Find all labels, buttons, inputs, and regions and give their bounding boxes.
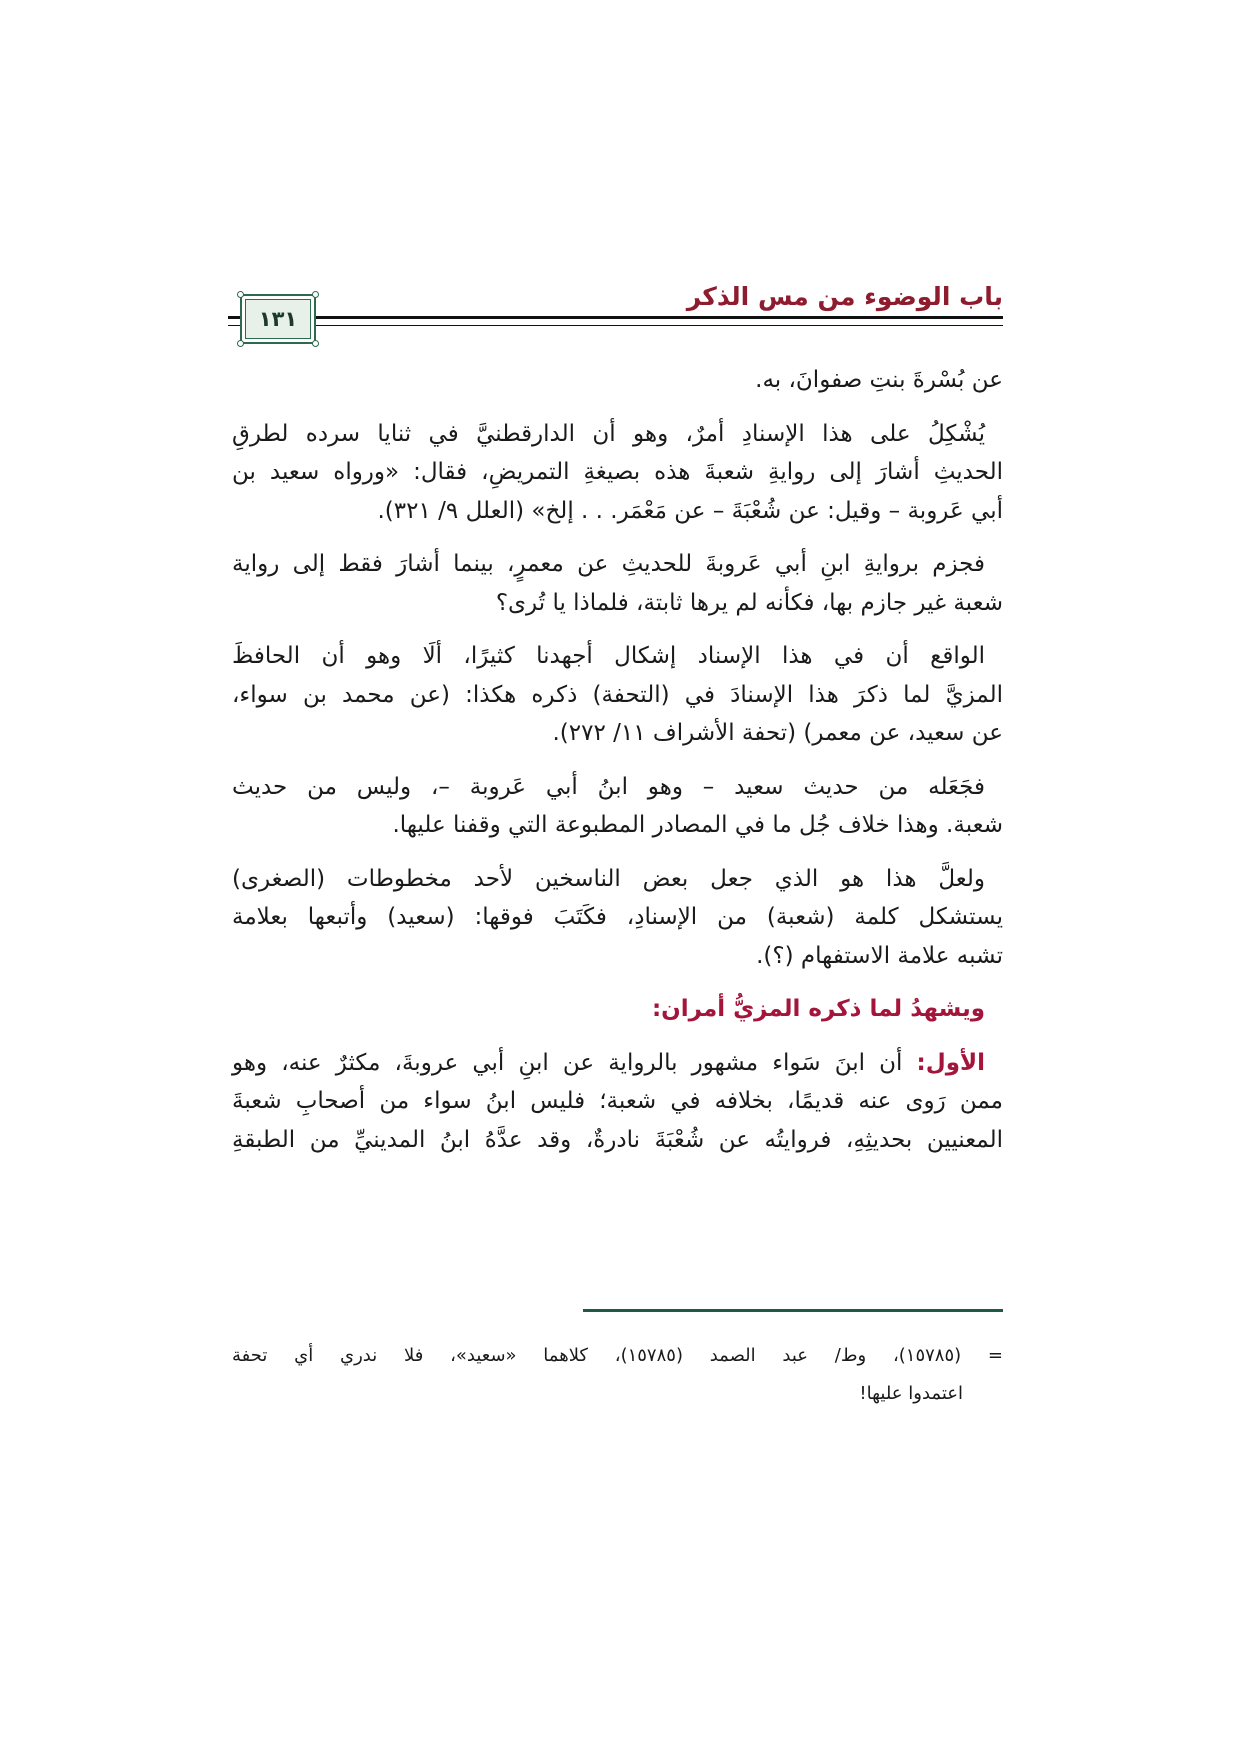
opening-line: عن بُسْرةَ بنتِ صفوانَ، به. xyxy=(755,367,1003,393)
text-line: أبي عَروبة – وقيل: عن شُعْبَةَ – عن مَعْمَر. . . إلخ» (العلل ٩/ ٣٢١). xyxy=(377,497,1003,524)
text-line: يُشْكِلُ على هذا الإسنادِ أمرٌ، وهو أن الدارقطنيَّ في ثنايا سرده لطرقِ xyxy=(232,420,985,447)
text-line: شعبة. وهذا خلاف جُل ما في المصادر المطبوعة التي وقفنا عليها. xyxy=(392,812,1003,838)
paragraph xyxy=(232,545,1003,622)
text-line: فجزم بروايةِ ابنِ أبي عَروبةَ للحديثِ عن معمرٍ، بينما أشارَ فقط إلى رواية xyxy=(232,551,985,577)
ornament-corner-icon xyxy=(237,291,244,298)
text-line: تشبه علامة الاستفهام (؟). xyxy=(756,942,1003,969)
text-line: يستشكل كلمة (شعبة) من الإسنادِ، فكَتَبَ فوقها: (سعيد) وأتبعها بعلامة xyxy=(232,904,1003,930)
paragraph xyxy=(232,415,1003,531)
ornament-corner-icon xyxy=(237,340,244,347)
text-line-content: أن ابنَ سَواء مشهور بالرواية عن ابنِ أبي عروبةَ، مكثرٌ عنه، وهو xyxy=(232,1049,903,1076)
header-double-rule xyxy=(228,316,1003,326)
footnote xyxy=(232,1337,1003,1413)
body-text xyxy=(232,361,1003,1159)
running-header-title: باب الوضوء من مس الذكر xyxy=(686,282,1003,311)
paragraph xyxy=(232,1044,1003,1160)
section-heading: ويشهدُ لما ذكره المزيُّ أمران: xyxy=(651,996,985,1022)
text-line: ممن رَوى عنه قديمًا، بخلافه في شعبة؛ فليس ابنُ سواء من أصحابِ شعبةَ xyxy=(232,1088,1003,1114)
text-line xyxy=(232,1044,1003,1083)
text-line: الحديثِ أشارَ إلى روايةِ شعبةَ هذه بصيغةِ التمريضِ، فقال: «ورواه سعيد بن xyxy=(232,459,1003,485)
footnote-line: اعتمدوا عليها! xyxy=(859,1383,963,1404)
footnote-rule xyxy=(583,1309,1003,1312)
point-label: الأول: xyxy=(916,1049,986,1076)
text-line: الواقع أن في هذا الإسناد إشكال أجهدنا كثيرًا، ألَا وهو أن الحافظَ xyxy=(232,643,985,669)
ornament-corner-icon xyxy=(312,340,319,347)
text-line: فجَعَله من حديث سعيد – وهو ابنُ أبي عَروبة –، وليس من حديث xyxy=(232,773,985,800)
page-number-frame xyxy=(240,294,316,344)
text-line: شعبة غير جازم بها، فكأنه لم يرها ثابتة، فلماذا يا تُرى؟ xyxy=(495,589,1003,616)
text-line: المعنيين بحديثِهِ، فروايتُه عن شُعْبَةَ نادرةٌ، وقد عدَّهُ ابنُ المدينيِّ من الطبقةِ xyxy=(232,1126,1003,1153)
paragraph xyxy=(232,860,1003,976)
footnote-line: = (١٥٧٨٥)، وط/ عبد الصمد (١٥٧٨٥)، كلاهما «سعيد»، فلا ندري أي تحفة xyxy=(232,1345,1003,1366)
text-line: عن سعيد، عن معمر) (تحفة الأشراف ١١/ ٢٧٢). xyxy=(552,720,1003,746)
text-line: ولعلَّ هذا هو الذي جعل بعض الناسخين لأحد مخطوطات (الصغرى) xyxy=(232,865,985,892)
paragraph xyxy=(232,768,1003,845)
section-heading-block xyxy=(232,990,1003,1029)
paragraph xyxy=(232,637,1003,753)
text-line: المزيَّ لما ذكرَ هذا الإسنادَ في (التحفة) ذكره هكذا: (عن محمد بن سواء، xyxy=(232,681,1003,708)
ornament-corner-icon xyxy=(312,291,319,298)
page-number: ١٣١ xyxy=(245,299,311,339)
